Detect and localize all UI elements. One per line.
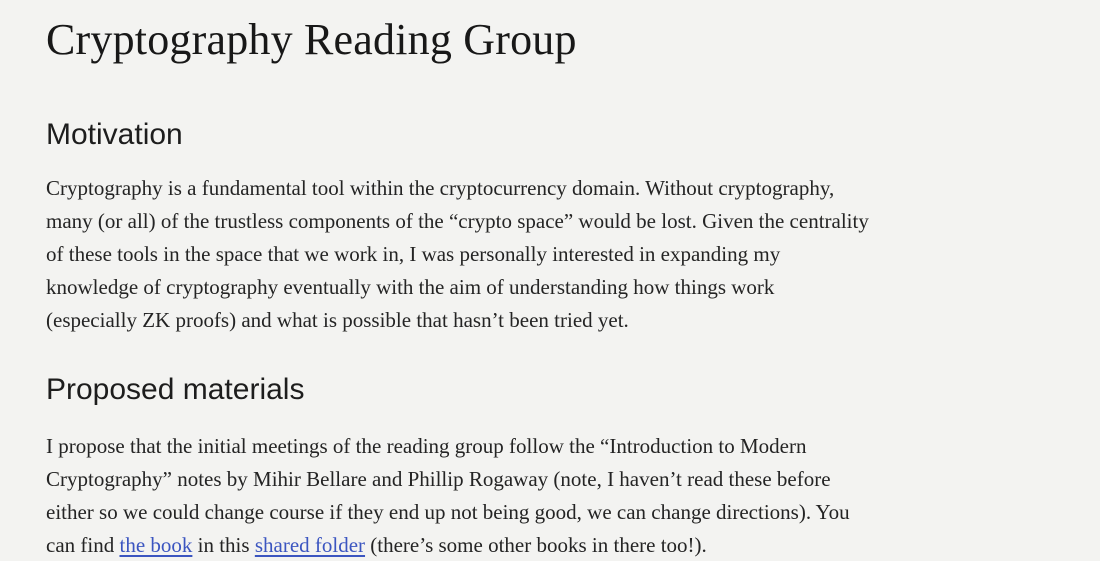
- line-text: in this: [192, 533, 255, 557]
- motivation-paragraph: [46, 172, 1054, 337]
- paragraph-line: many (or all) of the trustless components of the “crypto space” would be lost. Given the centrality: [46, 209, 869, 233]
- paragraph-line: I propose that the initial meetings of the reading group follow the “Introduction to Modern: [46, 434, 807, 458]
- section-heading-proposed-materials: Proposed materials: [46, 373, 305, 406]
- paragraph-line: either so we could change course if they end up not being good, we can change directions). You: [46, 500, 850, 524]
- line-text: can find: [46, 533, 120, 557]
- section-heading-motivation: Motivation: [46, 118, 183, 151]
- line-text: (there’s some other books in there too!).: [365, 533, 707, 557]
- paragraph-line: (especially ZK proofs) and what is possible that hasn’t been tried yet.: [46, 308, 629, 332]
- paragraph-line: Cryptography” notes by Mihir Bellare and Phillip Rogaway (note, I haven’t read these before: [46, 467, 831, 491]
- link-shared-folder[interactable]: shared folder: [254, 533, 366, 557]
- proposed-materials-paragraph: [46, 430, 1054, 561]
- link-the-book[interactable]: the book: [119, 533, 193, 557]
- paragraph-line: knowledge of cryptography eventually with the aim of understanding how things work: [46, 275, 775, 299]
- paragraph-line-with-links: [46, 529, 1054, 561]
- paragraph-line: of these tools in the space that we work in, I was personally interested in expanding my: [46, 242, 781, 266]
- paragraph-line: Cryptography is a fundamental tool within the cryptocurrency domain. Without cryptography,: [46, 176, 835, 200]
- page-title: Cryptography Reading Group: [46, 15, 577, 64]
